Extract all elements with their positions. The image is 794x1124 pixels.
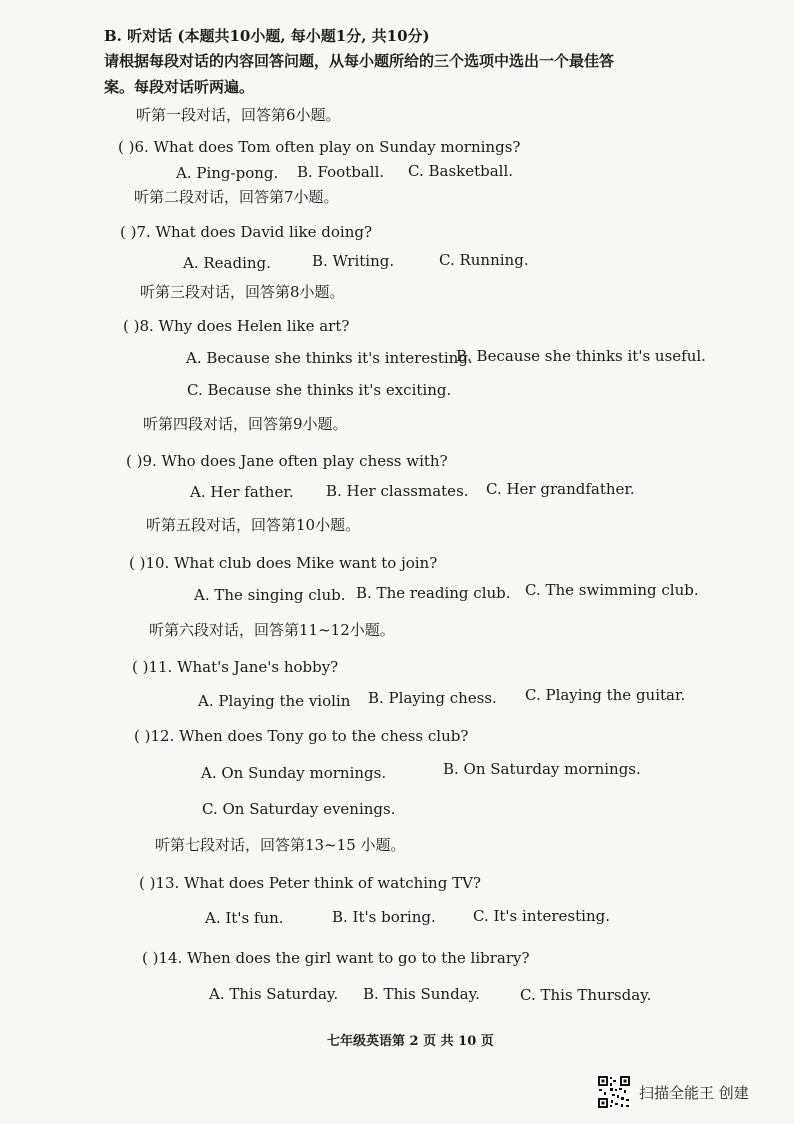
q8-option-c: C. Because she thinks it's exciting. [187,381,452,399]
question-13: ( )13. What does Peter think of watching TV? [139,874,481,892]
q13-option-a: A. It's fun. [205,909,284,927]
q10-option-c: C. The swimming club. [525,581,699,599]
scanner-watermark [597,1075,749,1109]
q10-option-a: A. The singing club. [194,586,346,604]
q7-option-b: B. Writing. [312,252,395,270]
q8-option-b: B. Because she thinks it's useful. [456,347,706,365]
q11-option-c: C. Playing the guitar. [525,686,686,704]
question-12: ( )12. When does Tony go to the chess club? [134,727,469,745]
question-14: ( )14. When does the girl want to go to the library? [142,949,530,967]
dialog-prompt-7: 听第七段对话，回答第13~15 小题。 [155,836,406,854]
q14-option-a: A. This Saturday. [209,985,339,1003]
dialog-prompt-4: 听第四段对话，回答第9小题。 [143,415,348,433]
watermark-text: 扫描全能王 创建 [639,1083,749,1102]
question-7: ( )7. What does David like doing? [120,223,373,241]
q9-option-c: C. Her grandfather. [486,480,635,498]
question-10: ( )10. What club does Mike want to join? [129,554,438,572]
page-footer: 七年级英语第 2 页 共 10 页 [327,1034,494,1049]
q14-option-b: B. This Sunday. [363,985,480,1003]
dialog-prompt-6: 听第六段对话，回答第11~12小题。 [149,621,395,639]
q13-option-b: B. It's boring. [332,908,436,926]
question-9: ( )9. Who does Jane often play chess with? [126,452,448,470]
q14-option-c: C. This Thursday. [520,986,652,1004]
question-8: ( )8. Why does Helen like art? [123,317,350,335]
q12-option-c: C. On Saturday evenings. [202,800,396,818]
q11-option-a: A. Playing the violin [198,692,351,710]
instruction-line-2: 案。每段对话听两遍。 [104,78,255,96]
q12-option-b: B. On Saturday mornings. [443,760,641,778]
q6-option-b: B. Football. [297,163,385,181]
q8-option-a: A. Because she thinks it's interesting. [186,349,473,367]
question-6: ( )6. What does Tom often play on Sunday mornings? [118,138,521,156]
dialog-prompt-1: 听第一段对话，回答第6小题。 [136,106,341,124]
qr-code-icon [597,1075,631,1109]
question-11: ( )11. What's Jane's hobby? [132,658,339,676]
q7-option-a: A. Reading. [183,254,271,272]
dialog-prompt-5: 听第五段对话，回答第10小题。 [146,516,361,534]
q12-option-a: A. On Sunday mornings. [201,764,387,782]
q10-option-b: B. The reading club. [356,584,511,602]
instruction-line-1: 请根据每段对话的内容回答问题，从每小题所给的三个选项中选出一个最佳答 [104,52,615,70]
dialog-prompt-2: 听第二段对话，回答第7小题。 [134,188,339,206]
q11-option-b: B. Playing chess. [368,689,497,707]
q7-option-c: C. Running. [439,251,529,269]
section-title: B. 听对话 (本题共10小题, 每小题1分, 共10分) [104,27,430,45]
q6-option-a: A. Ping-pong. [176,164,279,182]
q9-option-a: A. Her father. [190,483,294,501]
dialog-prompt-3: 听第三段对话，回答第8小题。 [140,283,345,301]
q6-option-c: C. Basketball. [408,162,514,180]
q9-option-b: B. Her classmates. [326,482,469,500]
q13-option-c: C. It's interesting. [473,907,610,925]
